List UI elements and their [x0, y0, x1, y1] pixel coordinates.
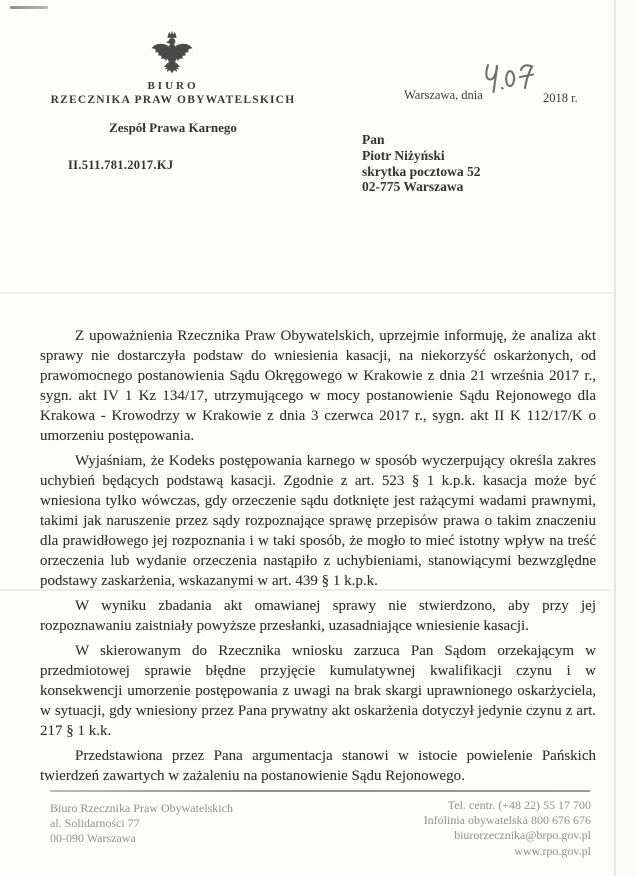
- body-paragraph-3: W wyniku zbadania akt omawianej sprawy nie stwierdzono, aby przy jej rozpoznawaniu zaistniały powyższe przesłanki, uzasadniające wniesienie kasacji.: [40, 598, 596, 634]
- footer-divider: [50, 790, 590, 792]
- reference-number: II.511.781.2017.KJ: [68, 158, 174, 172]
- recipient-address-line2: 02-775 Warszawa: [362, 179, 464, 195]
- footer-address-line1: Biuro Rzecznika Praw Obywatelskich: [50, 801, 233, 815]
- date-year-suffix: 2018 r.: [543, 91, 578, 105]
- scan-page-edge-line: [614, 0, 616, 876]
- scan-streak-artifact: [0, 292, 615, 294]
- letterhead-department: Zespół Prawa Karnego: [109, 120, 237, 135]
- footer-address-line2: al. Solidarności 77: [50, 816, 140, 831]
- scan-artifact-dash: [10, 6, 48, 9]
- letterhead-office-name: [17, 80, 329, 106]
- footer-email: biurorzecznika@brpo.gov.pl: [454, 828, 591, 843]
- recipient-address-block: [362, 132, 481, 195]
- office-name-line2: RZECZNIKA PRAW OBYWATELSKICH: [50, 94, 296, 106]
- recipient-address-line1: skrytka pocztowa 52: [362, 163, 481, 179]
- scan-page-edge-strip: [616, 0, 637, 876]
- footer-hotline: Infolinia obywatelska 800 676 676: [423, 813, 591, 828]
- body-paragraph-4: W skierowanym do Rzecznika wniosku zarzuca Pan Sądom orzekającym w przedmiotowej sprawie błędne przyjęcie kumulatywnej kwalifikacji czynu i w konsekwencji umorzenie postępowania z uwagi na brak skargi uprawnionego oskarżyciela, w sytuacji, gdy wniesiony przez Pana prywatny akt oskarżenia dotyczył jedynie czynu z art. 217 § 1 k.k.: [40, 643, 596, 739]
- footer-office-address: [50, 801, 233, 847]
- footer-address-line3: 00-090 Warszawa: [50, 831, 136, 846]
- footer-website: www.rpo.gov.pl: [514, 843, 591, 858]
- body-paragraph-5: Przedstawiona przez Pana argumentacja stanowi w istocie powielenie Pańskich twierdzeń zawartych w zażaleniu na postanowienie Sądu Rejonowego.: [40, 748, 596, 784]
- body-paragraph-1: Z upoważnienia Rzecznika Praw Obywatelskich, uprzejmie informuję, że analiza akt sprawy nie dostarczyła podstaw do wniesienia kasacji, na niekorzyść oskarżonych, od prawomocnego postanowienia Sądu Okręgowego w Krakowie z dnia 21 września 2017 r., sygn. akt IV 1 Kz 134/17, utrzymującego w mocy postanowienie Sądu Rejonowego dla Krakowa - Krowodrzy w Krakowie z dnia 3 czerwca 2017 r., sygn. akt II K 112/17/K o umorzeniu postępowania.: [40, 328, 596, 444]
- recipient-salutation: Pan: [362, 132, 385, 147]
- office-name-line1: BIURO: [147, 80, 199, 92]
- footer-contact-info: [424, 798, 591, 859]
- letter-body: [40, 326, 596, 791]
- footer-phone: Tel. centr. (+48 22) 55 17 700: [447, 798, 591, 812]
- date-place-prefix: Warszawa, dnia: [404, 88, 483, 102]
- recipient-name: Piotr Niżyński: [362, 147, 445, 163]
- body-paragraph-2: Wyjaśniam, że Kodeks postępowania karnego w sposób wyczerpujący określa zakres uchybień będących podstawą kasacji. Zgodnie z art. 523 § 1 k.p.k. kasacja może być wniesiona tylko wówczas, gdy orzeczenie sądu dotknięte jest rażącymi wadami prawnymi, takimi jak naruszenie przez sądy rozpoznające sprawę przepisów prawa o takim znaczeniu dla prawidłowego jej rozpoznania i w taki sposób, że mogło to mieć istotny wpływ na treść orzeczenia lub wydanie orzeczenia nastąpiło z uchybieniami, stanowiącymi bezwzględne podstawy zaskarżenia, wskazanymi w art. 439 § 1 k.p.k.: [40, 453, 596, 589]
- polish-eagle-emblem-icon: [150, 29, 194, 78]
- handwritten-date: [481, 60, 545, 106]
